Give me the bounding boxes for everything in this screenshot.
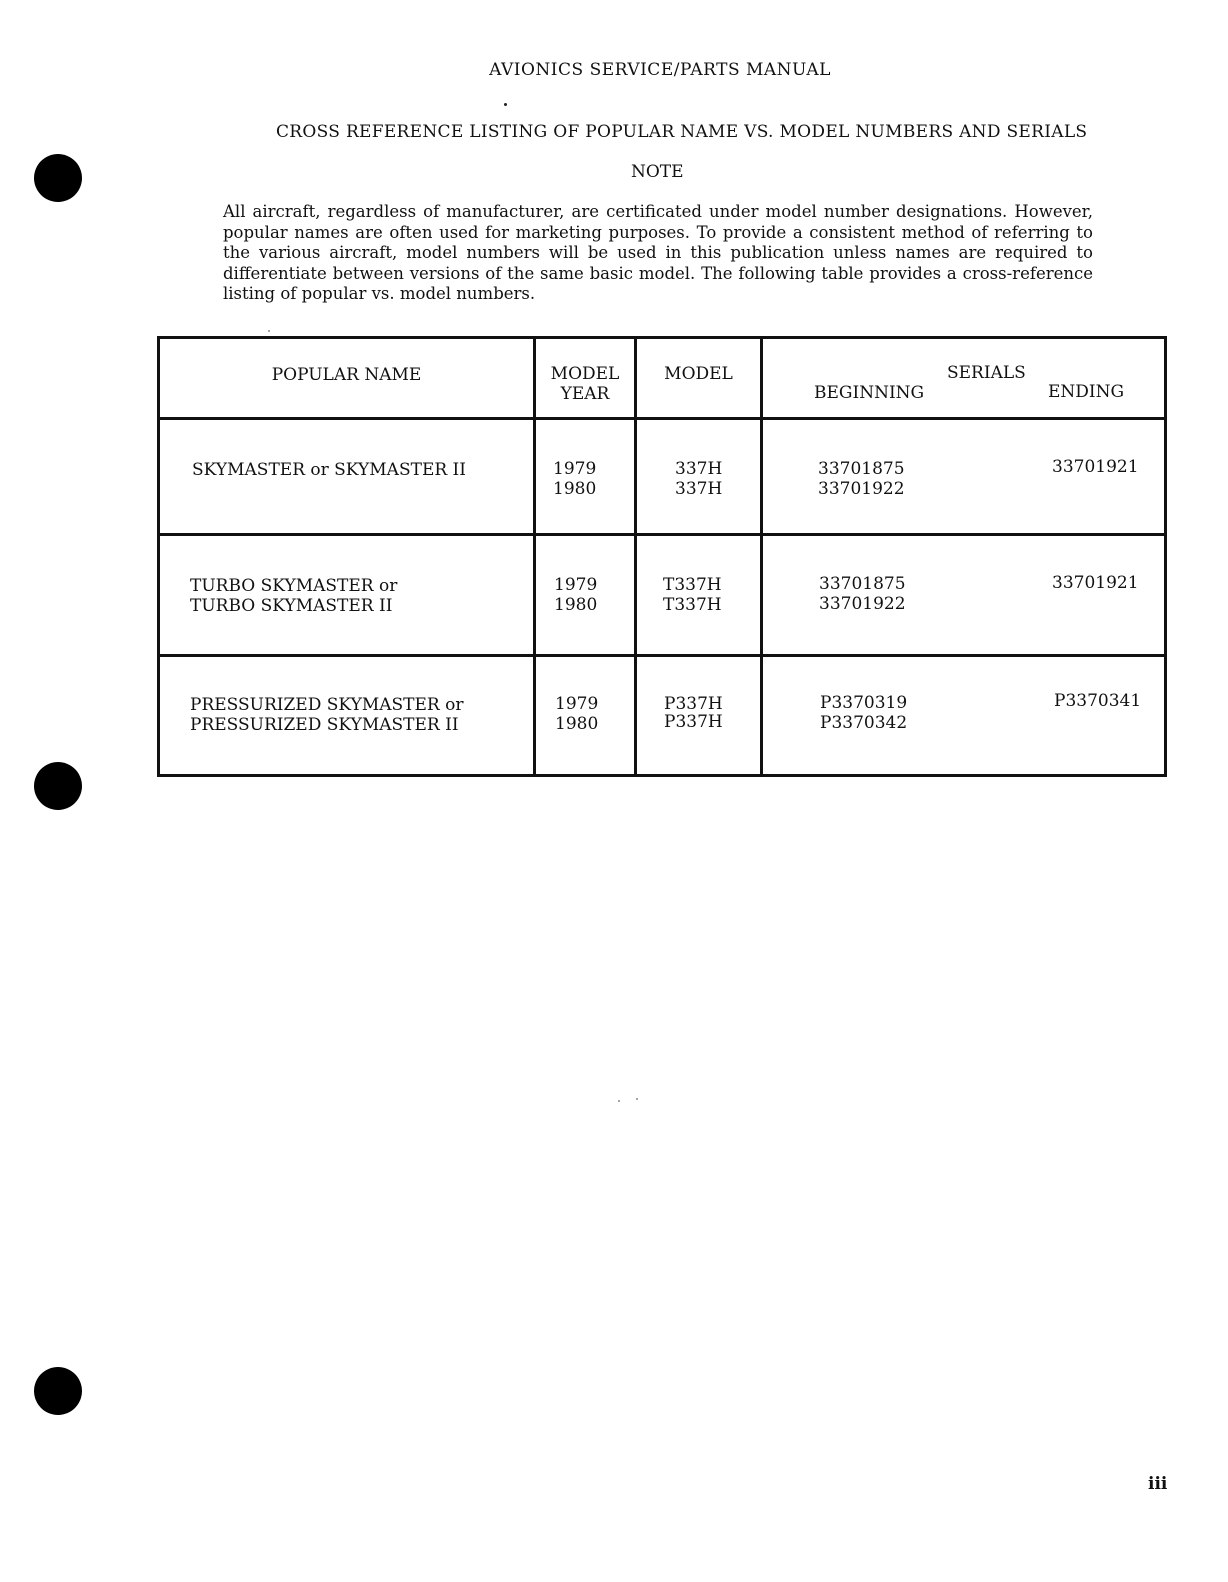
table-row-3-model2: P337H [664,712,723,732]
table-row-1-name-line1: SKYMASTER or SKYMASTER II [192,460,466,480]
table-row-1-begin2: 33701922 [818,479,905,499]
table-row-3-begin2: P3370342 [820,713,908,733]
table-row-2-begin2: 33701922 [819,594,906,614]
binder-hole-top [34,154,82,202]
table-row-2-end1: 33701921 [1052,573,1139,593]
table-row-3-year2: 1980 [555,714,599,734]
column-divider [760,339,763,774]
table-row-2-model1: T337H [663,575,722,595]
table-row-1-model1: 337H [675,459,723,479]
table-row-1-end1: 33701921 [1052,457,1139,477]
column-divider [634,339,637,774]
header-model: MODEL [664,364,733,384]
table-row-2-begin1: 33701875 [819,574,906,594]
note-body: All aircraft, regardless of manufacturer, are certificated under model number designations. However, popular names are often used for marketing purposes. To provide a consistent method of referring to the various aircraft, model numbers will be used in this publication unless names are required to differentiate between versions of the same basic model. The following table provides a cross-reference listing of popular vs. model numbers. [223,202,1093,303]
header-model-year-line1: MODEL [550,364,620,384]
row-divider [160,654,1164,657]
cross-reference-table [157,336,1167,777]
table-row-3-begin1: P3370319 [820,693,908,713]
scan-speck [636,1098,638,1100]
scan-speck [618,1100,620,1102]
table-row-1-model2: 337H [675,479,723,499]
row-divider [160,533,1164,536]
scan-speck [268,330,270,332]
header-serials: SERIALS [947,363,1026,383]
table-row-3-end1: P3370341 [1054,691,1142,711]
table-row-2-year2: 1980 [554,595,598,615]
table-row-1-begin1: 33701875 [818,459,905,479]
note-heading: NOTE [631,162,684,182]
header-serials-beginning: BEGINNING [814,383,925,403]
header-serials-ending: ENDING [1048,382,1125,402]
header-popular-name: POPULAR NAME [271,365,422,385]
table-row-3-name-line1: PRESSURIZED SKYMASTER or [190,695,464,715]
table-row-2-name-line2: TURBO SKYMASTER II [190,596,393,616]
binder-hole-middle [34,762,82,810]
column-divider [533,339,536,774]
table-row-2-year1: 1979 [554,575,598,595]
table-row-2-model2: T337H [663,595,722,615]
table-row-3-model1: P337H [664,694,723,714]
table-row-2-name-line1: TURBO SKYMASTER or [190,576,398,596]
row-divider [160,417,1164,420]
page-number: iii [1148,1474,1168,1494]
table-row-1-year2: 1980 [553,479,597,499]
cross-reference-title: CROSS REFERENCE LISTING OF POPULAR NAME VS. MODEL NUMBERS AND SERIALS [276,122,1088,142]
binder-hole-bottom [34,1367,82,1415]
decorative-dot [504,103,507,106]
table-row-1-year1: 1979 [553,459,597,479]
table-row-3-year1: 1979 [555,694,599,714]
manual-title: AVIONICS SERVICE/PARTS MANUAL [489,60,831,80]
table-row-3-name-line2: PRESSURIZED SKYMASTER II [190,715,459,735]
header-model-year-line2: YEAR [560,384,610,404]
